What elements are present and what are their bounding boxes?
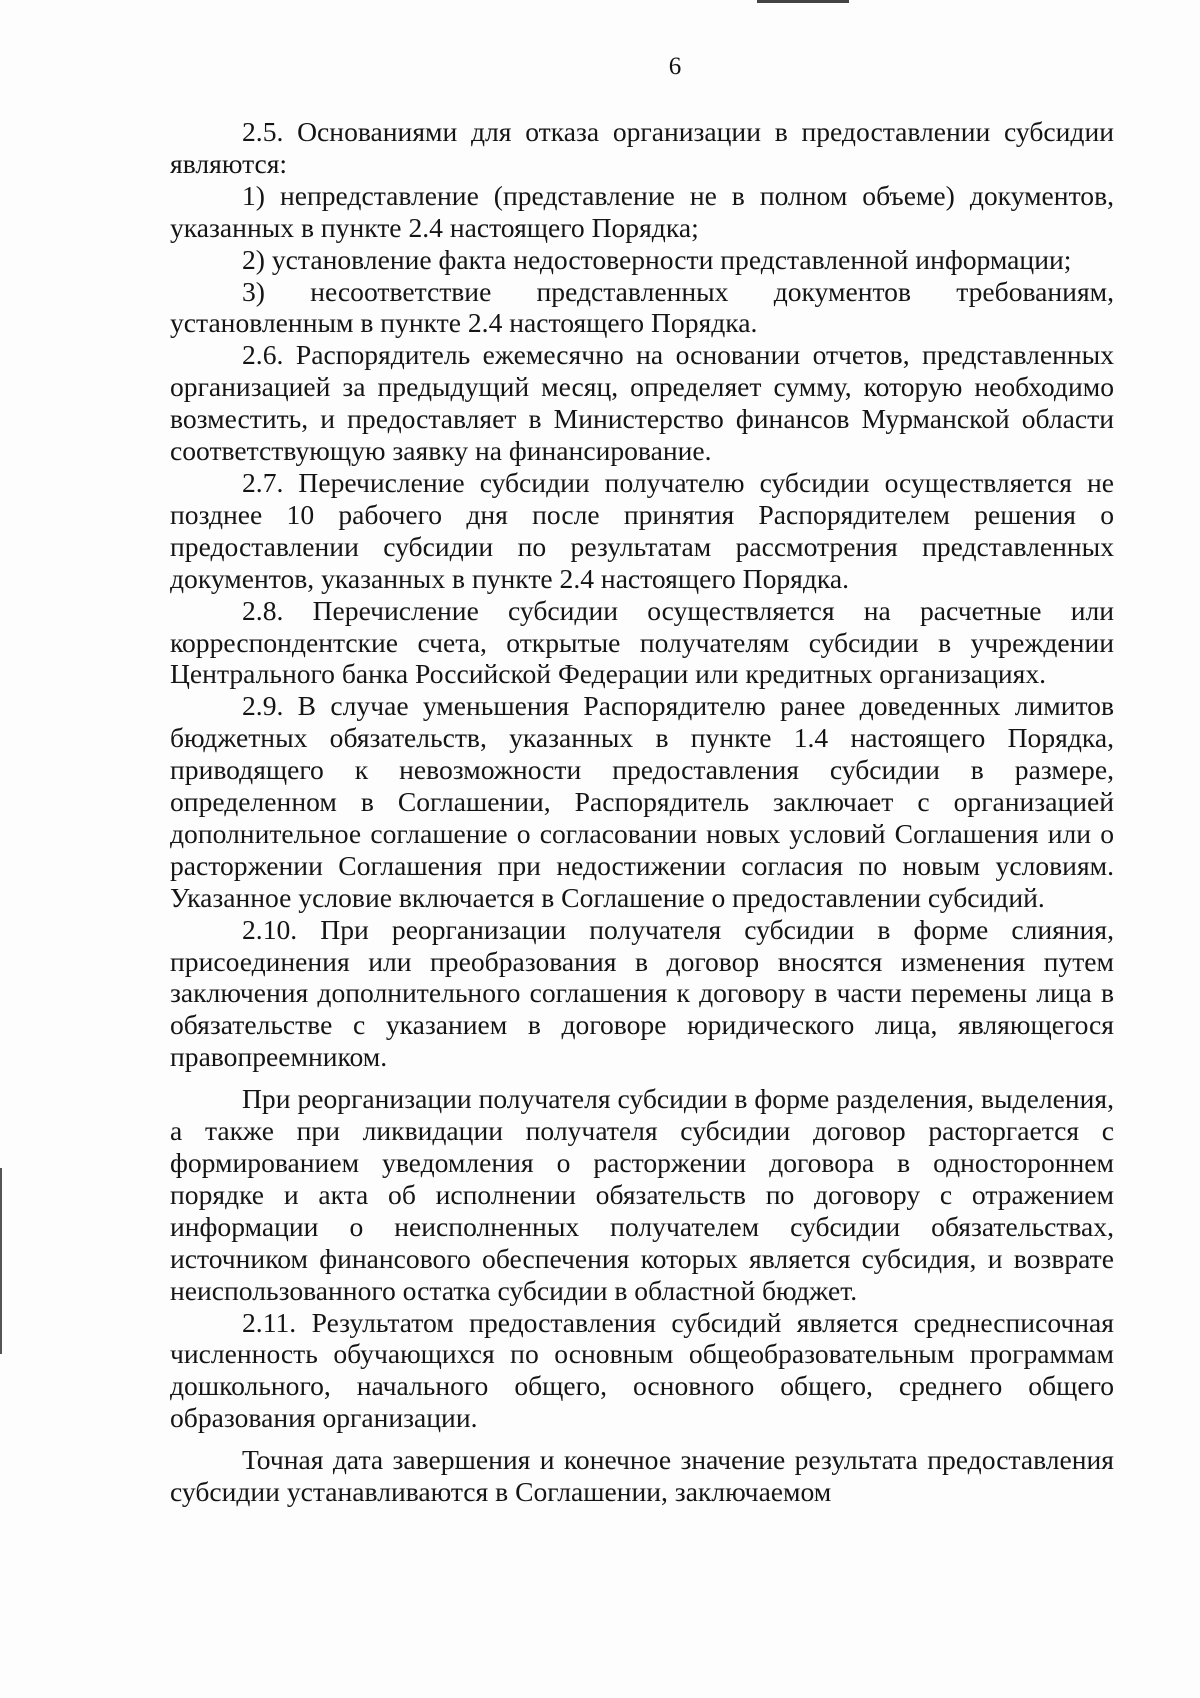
paragraph-2-8: 2.8. Перечисление субсидии осуществляется на расчетные или корреспондентские счета, открытые получателям субсидии в учреждении Центрального банка Российской Федерации или кредитных организациях.: [170, 594, 1114, 690]
list-item-3: 3) несоответствие представленных документов требованиям, установленным в пункте 2.4 настоящего Порядка.: [170, 275, 1114, 339]
paragraph-2-7: 2.7. Перечисление субсидии получателю субсидии осуществляется не позднее 10 рабочего дня после принятия Распорядителем решения о предоставлении субсидии по результатам рассмотрения представленных документов, указанных в пункте 2.4 настоящего Порядка.: [170, 466, 1114, 594]
paragraph-2-5: 2.5. Основаниями для отказа организации в предоставлении субсидии являются:: [170, 116, 1114, 179]
document-body: [170, 116, 1114, 1508]
paragraph-2-9: 2.9. В случае уменьшения Распорядителю ранее доведенных лимитов бюджетных обязательств, указанных в пункте 1.4 настоящего Порядка, приводящего к невозможности предоставления субсидии в размере, определенном в Соглашении, Распорядитель заключает с организацией дополнительное соглашение о согласовании новых условий Соглашения или о расторжении Соглашения при недостижении согласия по новым условиям. Указанное условие включается в Соглашение о предоставлении субсидий.: [170, 690, 1114, 913]
paragraph-2-11: 2.11. Результатом предоставления субсидий является среднесписочная численность обучающихся по основным общеобразовательным программам дошкольного, начального общего, основного общего, среднего общего образования организации.: [170, 1306, 1114, 1434]
list-item-1: 1) непредставление (представление не в полном объеме) документов, указанных в пункте 2.4 настоящего Порядка;: [170, 179, 1114, 243]
paragraph-result-date: Точная дата завершения и конечное значение результата предоставления субсидии устанавливаются в Соглашении, заключаемом: [170, 1444, 1114, 1508]
page-number: 6: [668, 53, 682, 80]
paragraph-reorganization: При реорганизации получателя субсидии в форме разделения, выделения, а также при ликвидации получателя субсидии договор расторгается с формированием уведомления о расторжении договора в одностороннем порядке и акта об исполнении обязательств по договору с отражением информации о неисполненных получателем субсидии обязательствах, источником финансового обеспечения которых является субсидия, и возврате неиспользованного остатка субсидии в областной бюджет.: [170, 1083, 1114, 1306]
left-edge-mark: [0, 1168, 2, 1354]
paragraph-2-6: 2.6. Распорядитель ежемесячно на основании отчетов, представленных организацией за предыдущий месяц, определяет сумму, которую необходимо возместить, и предоставляет в Министерство финансов Мурманской области соответствующую заявку на финансирование.: [170, 339, 1114, 467]
top-edge-mark: [757, 0, 849, 3]
list-item-2: 2) установление факта недостоверности представленной информации;: [242, 243, 1072, 275]
paragraph-2-10: 2.10. При реорганизации получателя субсидии в форме слияния, присоединения или преобразования в договор вносятся изменения путем заключения дополнительного соглашения к договору в части перемены лица в обязательстве с указанием в договоре юридического лица, являющегося правопреемником.: [170, 913, 1114, 1073]
